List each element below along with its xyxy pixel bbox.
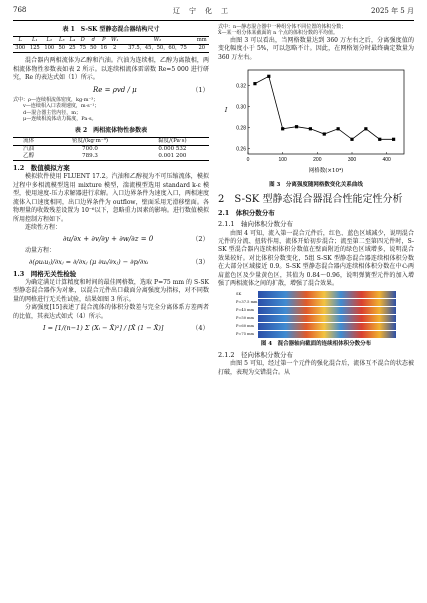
- momentum-label: 动量方程：: [25, 246, 56, 254]
- page-header: [13, 6, 414, 18]
- table1-header-cell: L₂: [46, 37, 53, 44]
- paragraph-radial: 由图 5 可知，经过第一个元件的强化混合后，流体互不混合的状态被打破，表现为交错混合。从: [218, 360, 414, 376]
- left-column: [13, 24, 209, 335]
- table1-cell: 50: [89, 45, 97, 52]
- x-axis-label: 网格数(×10⁴): [308, 168, 344, 175]
- y-axis-label: I: [224, 107, 228, 115]
- table1-caption: 表 1 S-SK 型静态混合器结构尺寸: [62, 26, 160, 33]
- table2-cell: 0.000 532: [158, 146, 187, 153]
- table1-header-cell: P: [101, 37, 106, 44]
- paragraph-mesh-result: 由图 3 可以看出，当网格数量达到 360 万左右之后，分离强度值的变化幅度小于 5%，可以忽略不计。因此，在网格划分时最终确定数量为 360 万左右。: [218, 36, 414, 61]
- table2-cell: 乙醇: [23, 153, 35, 160]
- equation-1-number: （1）: [191, 85, 209, 94]
- table1: [13, 36, 209, 53]
- table1-cell: 37.5，45，50，60，75: [128, 45, 187, 52]
- flow-label: P=50 mm: [236, 315, 254, 320]
- table1-header-cell: d: [91, 37, 95, 44]
- equation-3: [13, 258, 209, 266]
- equation-1-body: Re = ρvd / μ: [93, 85, 137, 94]
- flow-field-grid: [236, 291, 396, 338]
- flow-label: SK: [236, 291, 242, 296]
- figure-3: [218, 64, 414, 179]
- data-point: [364, 127, 367, 130]
- table1-cell: 75: [79, 45, 87, 52]
- table2-header-cell: 密度/(kg·m⁻³): [72, 138, 109, 145]
- table1-header-cell: L₃: [59, 37, 65, 44]
- flow-contour: [258, 315, 396, 322]
- data-point: [337, 127, 340, 130]
- x-tick-label: 400: [382, 157, 391, 164]
- equation-3-number: （3）: [191, 258, 209, 267]
- equation-4-body: I = [1/(n−1) Σ (Xᵢ − X̄)²] / [X̄ (1 − X̄)]: [43, 323, 164, 332]
- table1-header-cell: L: [18, 37, 22, 44]
- flow-contour: [258, 331, 396, 338]
- table2-cell: 789.3: [82, 153, 98, 160]
- table1-cell: 25: [68, 45, 76, 52]
- table2-header-cell: 黏度/(Pa·s): [158, 138, 187, 145]
- right-column: [218, 24, 414, 377]
- section-1-2-heading: 1.2 数值模拟方案: [13, 164, 70, 173]
- data-point: [267, 75, 270, 78]
- y-tick-label: 0.30: [236, 104, 246, 111]
- paragraph-simulation: 模拟软件使用 FLUENT 17.2。汽油和乙醇视为不可压缩流体，模拟过程中多相流模型选用 mixture 模型，湍流模型选用 standard k-ε 模型，使用速度-压力求解器进行求解。入口边界条件为速度入口，两相速度流体入口速度相同，出口边界条件为 outflow，壁面采用无滑移壁面。各物理量的收敛残差设置为 10⁻⁶以下，忽略重力因素的影响。进行数值模拟所用控制方程如下。: [13, 173, 209, 223]
- x-tick-label: 0: [246, 157, 250, 164]
- y-tick-label: 0.32: [236, 83, 246, 90]
- section-2-1-heading: 2.1 体积分数分布: [218, 208, 275, 217]
- flow-contour: [258, 307, 396, 314]
- table1-cell: 50: [58, 45, 66, 52]
- where-rho: 式中：ρ—连续相流体密度，kg·m⁻³；: [13, 97, 99, 104]
- table1-unit: mm: [196, 37, 207, 44]
- where-v: v—连续相入口表观速度，m·s⁻¹；: [13, 103, 100, 110]
- flow-contour: [258, 323, 396, 330]
- continuity-label: 连续性方程：: [25, 223, 62, 231]
- figure-4: [218, 291, 414, 338]
- x-tick-label: 100: [278, 157, 287, 164]
- table1-header-cell: L₄: [69, 37, 76, 44]
- data-point: [350, 138, 353, 141]
- page-number: 768: [13, 6, 27, 14]
- table2-cell: 700.0: [82, 146, 98, 153]
- data-point: [295, 125, 298, 128]
- plot-frame: [248, 70, 404, 154]
- data-point: [253, 82, 256, 85]
- separation-intensity-chart: [218, 64, 414, 176]
- where-xbar: X̄—某一组分体某截面的 n 个点的体积分数的平均值。: [218, 30, 338, 37]
- section-2-1-1-heading: 2.1.1 轴向体积分数分布: [218, 220, 294, 229]
- equation-2-body: ∂u/∂x + ∂v/∂y + ∂w/∂z = 0: [63, 235, 154, 244]
- table1-cell: 100: [44, 45, 55, 52]
- table2-cell: 0.001 200: [158, 153, 187, 160]
- table2: [13, 137, 209, 161]
- data-point: [378, 138, 381, 141]
- table1-cell: 300: [15, 45, 26, 52]
- x-tick-label: 300: [347, 157, 357, 164]
- flow-label: P=45 mm: [236, 307, 254, 312]
- flow-label: P=37.5 mm: [236, 299, 258, 304]
- equation-2-number: （2）: [191, 235, 209, 244]
- data-point: [392, 138, 395, 141]
- table1-cell: 125: [29, 45, 40, 52]
- flow-label: P=75 mm: [236, 331, 254, 336]
- equation-2: [13, 235, 209, 243]
- data-point: [309, 127, 312, 130]
- table2-caption: 表 2 两相流体物性参数表: [74, 126, 148, 134]
- header-rule: [13, 20, 414, 21]
- equation-4-number: （4）: [191, 323, 209, 332]
- table1-cell: 2: [113, 45, 117, 52]
- table1-header-cell: W₁: [111, 37, 119, 44]
- x-tick-label: 200: [313, 157, 322, 164]
- flow-contour: [258, 299, 396, 306]
- figure-4-caption: 图 4 混合器轴向截面的连续相体积分数分布: [260, 340, 372, 347]
- y-tick-label: 0.28: [236, 125, 246, 132]
- equation-3-body: ∂(ρuᵢuⱼ)/∂xⱼ = ∂/∂xⱼ (μ ∂uᵢ/∂xⱼ) − ∂p/∂xᵢ: [29, 258, 149, 267]
- where-d: d—混合器主管内径，m；: [13, 109, 81, 116]
- section-2-1-2-heading: 2.1.2 径向体积分数分布: [218, 350, 294, 359]
- table1-cell: 20: [198, 45, 206, 52]
- section-2-heading: 2 S-SK 型静态混合器混合性能定性分析: [218, 193, 403, 205]
- paragraph-separation: 分离强度[15]表述了混合流体的体积分数差与完全分离体系方差两者的比值，其表达式如式（4）所示。: [13, 304, 209, 320]
- data-point: [281, 127, 284, 130]
- flow-contour: [258, 291, 396, 298]
- table1-header-cell: D: [80, 37, 85, 44]
- table2-cell: 汽油: [23, 146, 35, 153]
- series-line: [255, 76, 394, 139]
- paragraph-fluids: 混合器内两相流体为乙醇和汽油。汽油为连续相，乙醇为离散相，两相流体物性参数表如表 2 所示。以连续相流体雷诺数 Re=5 000 进行研究，Re 的表达式如（1）所示。: [13, 57, 209, 82]
- figure-3-caption: 图 3 分离强度随网格数变化关系曲线: [269, 182, 363, 189]
- equation-1: [13, 86, 209, 94]
- where-n: 式中：n—静态混合器中一种组分体不同位置的体积分数；: [218, 24, 347, 30]
- journal-name: 辽 宁 化 工: [173, 7, 229, 15]
- paragraph-mesh: 为确定满足计算精度和时间的最佳网格数，选取 P=75 mm 的 S-SK 型静态混合器作为对象，以混合元件出口截面分离强度为指标，对不同数量的网格进行无关性试验，结果如图 3 所示。: [13, 278, 209, 303]
- y-tick-label: 0.26: [236, 146, 246, 153]
- paragraph-axial: 由图 4 可知，流入第一混合元件后，红色、蓝色区域减少，说明混合元件的分流、扭转作用，流体开始初步混合；流至第二至第四元件时，S-SK 型混合器内连续相体积分数值在壁面附近的绿色区域增多，说明混合效果较好。对比体积分数变化，5组 S-SK 型静态混合器连续相体积分数在大部分区域接近 0.9。S-SK 型静态混合器内连续相体积分数在中心两肩蓝色区及少量黄色区，其值为 0.84～0.96，说明弹簧型元件的加入增强了两相流体之间的扩散，增强了混合效果。: [218, 229, 414, 288]
- data-point: [323, 132, 326, 135]
- table2-header-cell: 流体: [23, 138, 35, 145]
- table1-header-cell: W₂: [153, 37, 162, 44]
- table1-header-cell: L₁: [32, 37, 38, 44]
- issue-date: 2025 年 5 月: [371, 7, 414, 15]
- where-mu: μ—连续相流体动力黏度，Pa·s。: [13, 116, 97, 123]
- section-1-3-heading: 1.3 网格无关性检验: [13, 269, 77, 278]
- table1-cell: 16: [100, 45, 108, 52]
- equation-4: [13, 324, 209, 332]
- flow-label: P=60 mm: [236, 323, 254, 328]
